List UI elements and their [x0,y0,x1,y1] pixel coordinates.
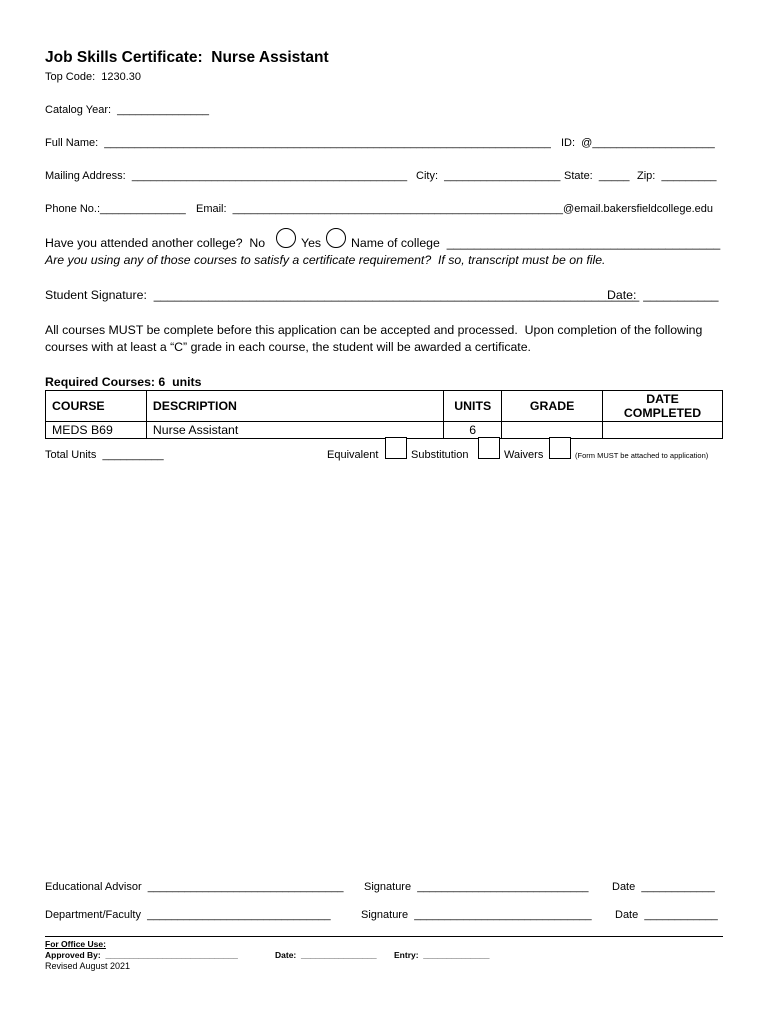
revised-date: Revised August 2021 [45,961,131,971]
attended-college-question: Have you attended another college? No [45,236,266,250]
column-header-date-completed: DATE COMPLETED [603,391,723,422]
student-signature-field[interactable]: Student Signature: _______________________________________________________________________ [45,288,640,302]
total-units-field[interactable]: Total Units __________ [45,449,164,461]
column-header-description: DESCRIPTION [146,391,443,422]
equivalent-checkbox[interactable] [385,437,407,459]
advisor-date-field[interactable]: Date ____________ [612,881,715,893]
approved-by-field[interactable]: Approved By: ____________________________ [45,950,238,960]
column-header-units: UNITS [444,391,502,422]
waivers-label: Waivers [504,449,544,461]
course-units-cell: 6 [444,422,502,439]
office-date-field[interactable]: Date: ________________ [275,950,377,960]
entry-field[interactable]: Entry: ______________ [394,950,490,960]
course-date-completed-cell[interactable] [603,422,723,439]
column-header-course: COURSE [46,391,147,422]
no-radio[interactable] [276,228,296,248]
office-use-divider [45,936,723,937]
catalog-year-field[interactable]: Catalog Year: _______________ [45,104,209,116]
city-field[interactable]: City: ___________________ [416,170,561,182]
column-header-grade: GRADE [502,391,603,422]
intro-line-2: courses with at least a “C” grade in each course, the student will be awarded a certificate. [45,340,531,354]
substitution-checkbox[interactable] [478,437,500,459]
required-courses-heading: Required Courses: 6 units [45,375,202,389]
advisor-signature-field[interactable]: Signature ____________________________ [364,881,589,893]
course-description-cell: Nurse Assistant [146,422,443,439]
id-field[interactable]: ID: @____________________ [561,137,715,149]
phone-field[interactable]: Phone No.:______________ [45,203,186,215]
educational-advisor-field[interactable]: Educational Advisor ________________________________ [45,881,344,893]
waiver-note: (Form MUST be attached to application) [575,451,709,460]
department-date-field[interactable]: Date ____________ [615,909,718,921]
department-faculty-field[interactable]: Department/Faculty ______________________________ [45,909,331,921]
transcript-note: Are you using any of those courses to satisfy a certificate requirement? If so, transcript must be on file. [45,253,606,267]
department-signature-field[interactable]: Signature _____________________________ [361,909,592,921]
intro-line-1: All courses MUST be complete before this application can be accepted and processed. Upon completion of the following [45,323,703,337]
office-use-label: For Office Use: [45,939,106,949]
table-row [46,422,723,439]
page-title: Job Skills Certificate: Nurse Assistant [45,49,329,66]
equivalent-label: Equivalent [327,449,379,461]
course-code-cell: MEDS B69 [46,422,147,439]
course-grade-cell[interactable] [502,422,603,439]
email-field[interactable]: Email: ______________________________________________________@email.bakersfieldcollege.edu [196,203,713,215]
zip-field[interactable]: Zip: _________ [637,170,717,182]
courses-table [45,390,723,439]
college-name-field[interactable]: Name of college ________________________________________ [351,236,721,250]
table-header-row [46,391,723,422]
full-name-field[interactable]: Full Name: _________________________________________________________________________ [45,137,551,149]
waivers-checkbox[interactable] [549,437,571,459]
substitution-label: Substitution [411,449,469,461]
yes-radio[interactable] [326,228,346,248]
top-code: Top Code: 1230.30 [45,71,142,83]
yes-label: Yes [301,236,322,250]
mailing-address-field[interactable]: Mailing Address: _____________________________________________ [45,170,408,182]
signature-date-field[interactable]: Date: ___________ [607,288,719,302]
state-field[interactable]: State: _____ [564,170,630,182]
